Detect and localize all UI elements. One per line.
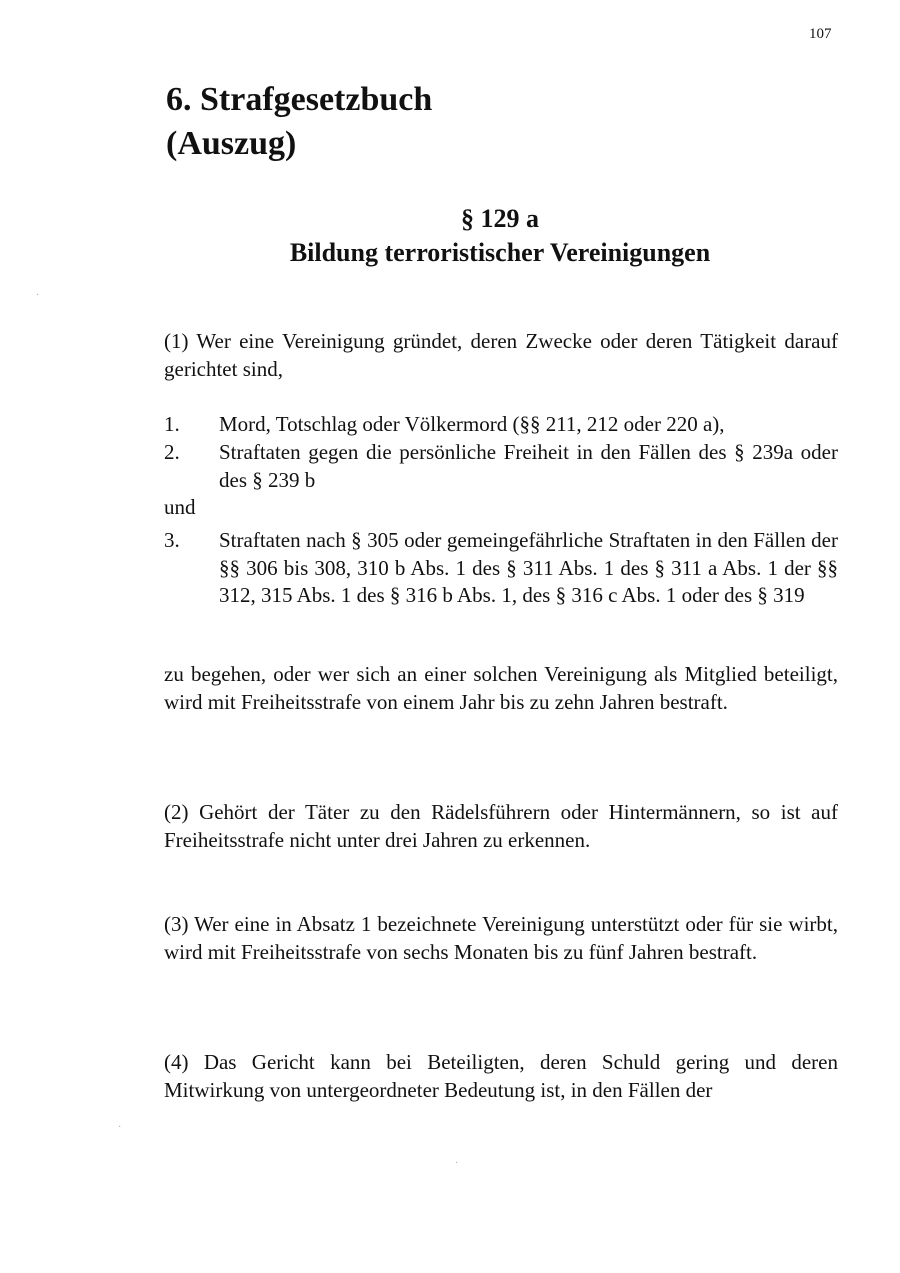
list-item-3 <box>164 527 838 610</box>
list-item-1 <box>164 411 838 439</box>
list-item-text: Straftaten nach § 305 oder gemeingefährliche Straftaten in den Fällen der §§ 306 bis 308, 310 b Abs. 1 des § 311 Abs. 1 des § 311 a Abs. 1 der §§ 312, 315 Abs. 1 des § 316 b Abs. 1, des § 316 c Abs. 1 oder des § 319 <box>219 528 838 607</box>
paragraph-1-conclusion: zu begehen, oder wer sich an einer solchen Vereinigung als Mitglied beteiligt, wird mit Freiheitsstrafe von einem Jahr bis zu zehn Jahren bestraft. <box>164 662 838 714</box>
list-item-2 <box>164 439 838 494</box>
chapter-title-line2: (Auszug) <box>166 125 297 162</box>
paragraph-4: (4) Das Gericht kann bei Beteiligten, deren Schuld gering und deren Mitwirkung von untergeordneter Bedeutung ist, in den Fällen der <box>164 1050 838 1102</box>
list-item-number: 1. <box>164 412 180 436</box>
paragraph-3: (3) Wer eine in Absatz 1 bezeichnete Vereinigung unterstützt oder für sie wirbt, wird mit Freiheitsstrafe von sechs Monaten bis zu fünf Jahren bestraft. <box>164 912 838 964</box>
section-title: Bildung terroristischer Vereinigungen <box>289 238 711 267</box>
chapter-title <box>166 78 432 166</box>
list-item-text: Straftaten gegen die persönliche Freiheit in den Fällen des § 239a oder des § 239 b <box>219 440 838 492</box>
chapter-title-line1: 6. Strafgesetzbuch <box>166 81 433 118</box>
section-heading <box>160 202 840 270</box>
page-number: 107 <box>809 26 832 42</box>
paragraph-1-intro: (1) Wer eine Vereinigung gründet, deren Zwecke oder deren Tätigkeit darauf gerichtet sind, <box>164 329 838 381</box>
scan-speck: · <box>118 1122 122 1133</box>
list-item-text: Mord, Totschlag oder Völkermord (§§ 211, 212 oder 220 a), <box>219 412 725 436</box>
list-item-number: 3. <box>164 528 180 552</box>
paragraph-2: (2) Gehört der Täter zu den Rädelsführern oder Hintermännern, so ist auf Freiheitsstrafe nicht unter drei Jahren zu erkennen. <box>164 800 838 852</box>
scan-speck: · <box>36 290 40 301</box>
scan-speck: · <box>455 1158 459 1169</box>
list-item-number: 2. <box>164 440 180 464</box>
und-connector: und <box>164 495 196 519</box>
section-number: § 129 a <box>461 204 539 233</box>
